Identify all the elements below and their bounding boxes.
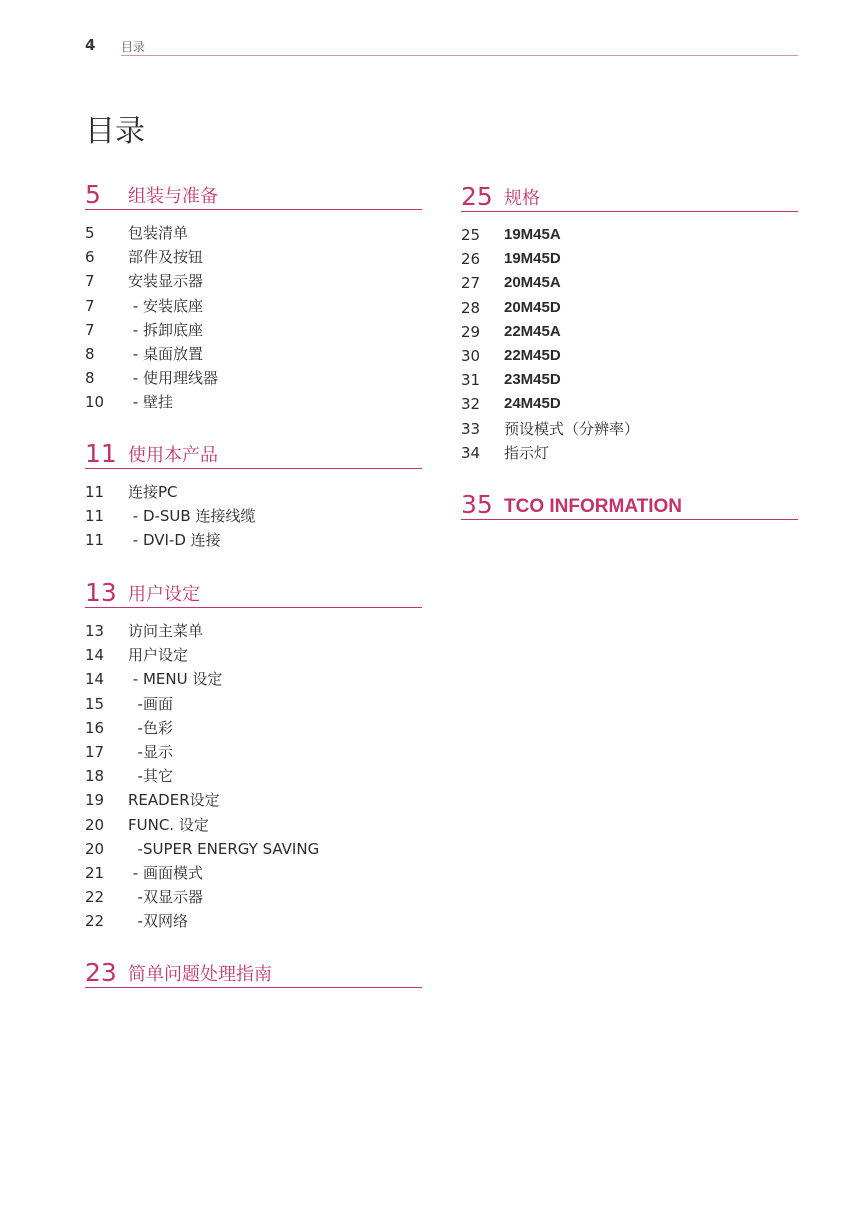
toc-entry[interactable] bbox=[85, 369, 422, 393]
toc-entry[interactable] bbox=[85, 345, 422, 369]
entry-label: 23M45D bbox=[504, 371, 561, 389]
entry-page: 21 bbox=[85, 863, 105, 882]
section-heading[interactable] bbox=[85, 575, 422, 608]
entry-page: 6 bbox=[85, 248, 95, 267]
page-header bbox=[85, 34, 798, 56]
toc-entry[interactable] bbox=[85, 912, 422, 936]
entry-page: 34 bbox=[461, 443, 481, 462]
entry-page: 5 bbox=[85, 224, 95, 242]
entry-label: 连接PC bbox=[128, 483, 178, 501]
entry-label: FUNC. 设定 bbox=[128, 815, 209, 834]
entry-page: 25 bbox=[461, 226, 481, 244]
toc-entry[interactable] bbox=[461, 444, 798, 468]
entry-label: 访问主菜单 bbox=[128, 622, 204, 640]
entry-label: 用户设定 bbox=[128, 646, 189, 665]
entry-label: - 桌面放置 bbox=[128, 344, 203, 363]
entry-label: 19M45A bbox=[504, 226, 561, 243]
entry-page: 7 bbox=[85, 272, 95, 291]
section-number: 35 bbox=[461, 490, 493, 519]
entry-label: -色彩 bbox=[128, 718, 173, 737]
entry-label: - MENU 设定 bbox=[128, 670, 223, 689]
toc-entry[interactable] bbox=[85, 888, 422, 912]
entry-label: 19M45D bbox=[504, 250, 561, 268]
toc-entry[interactable] bbox=[85, 646, 422, 670]
toc-entry[interactable] bbox=[85, 531, 422, 555]
section-heading[interactable] bbox=[461, 179, 798, 212]
entry-label: 预设模式（分辨率） bbox=[504, 419, 640, 438]
toc-entry[interactable] bbox=[85, 670, 422, 694]
toc-entry[interactable] bbox=[85, 864, 422, 888]
toc-entry[interactable] bbox=[85, 272, 422, 296]
section-heading[interactable] bbox=[85, 955, 422, 988]
section-heading[interactable] bbox=[85, 177, 422, 210]
entry-label: 指示灯 bbox=[504, 443, 550, 462]
entry-page: 18 bbox=[85, 767, 105, 786]
entry-label: 20M45D bbox=[504, 298, 561, 316]
section-heading[interactable] bbox=[461, 487, 798, 520]
entry-page: 22 bbox=[85, 888, 105, 907]
header-rule bbox=[121, 55, 798, 56]
entry-label: 包装清单 bbox=[128, 224, 189, 242]
toc-entry[interactable] bbox=[85, 719, 422, 743]
section-title: 使用本产品 bbox=[128, 445, 218, 466]
entry-page: 10 bbox=[85, 393, 105, 412]
section-title: 组装与准备 bbox=[128, 186, 218, 207]
entry-page: 11 bbox=[85, 507, 105, 526]
toc-entry[interactable] bbox=[461, 299, 798, 323]
entry-page: 20 bbox=[85, 839, 105, 858]
toc-entry[interactable] bbox=[461, 226, 798, 250]
entry-page: 31 bbox=[461, 371, 481, 390]
toc-section-troubleshooting bbox=[85, 955, 422, 1002]
entry-page: 8 bbox=[85, 369, 95, 388]
entry-page: 14 bbox=[85, 646, 105, 665]
toc-entry[interactable] bbox=[85, 743, 422, 767]
entry-page: 32 bbox=[461, 395, 481, 414]
entry-label: 24M45D bbox=[504, 395, 561, 413]
entry-label: - 拆卸底座 bbox=[128, 320, 203, 339]
toc-entry[interactable] bbox=[461, 420, 798, 444]
entry-label: - 安装底座 bbox=[128, 296, 203, 315]
entry-label: 22M45A bbox=[504, 322, 561, 340]
entry-label: 安装显示器 bbox=[128, 272, 204, 291]
entry-label: 部件及按钮 bbox=[128, 248, 204, 267]
entry-page: 16 bbox=[85, 718, 105, 737]
entry-label: -画面 bbox=[128, 694, 173, 713]
toc-entry[interactable] bbox=[85, 816, 422, 840]
section-heading[interactable] bbox=[85, 436, 422, 469]
toc-entry[interactable] bbox=[461, 347, 798, 371]
section-number: 11 bbox=[85, 439, 117, 468]
entry-page: 15 bbox=[85, 694, 105, 713]
entry-label: READER设定 bbox=[128, 791, 220, 810]
entry-page: 11 bbox=[85, 531, 105, 550]
entry-label: -其它 bbox=[128, 767, 173, 786]
toc-section-user-settings bbox=[85, 575, 422, 936]
entry-page: 26 bbox=[461, 250, 481, 269]
toc-entry[interactable] bbox=[85, 248, 422, 272]
section-title: 规格 bbox=[504, 188, 540, 209]
section-number: 25 bbox=[461, 182, 493, 211]
toc-entry[interactable] bbox=[461, 323, 798, 347]
toc-section-usage bbox=[85, 436, 422, 556]
toc-entry[interactable] bbox=[85, 297, 422, 321]
entry-label: - 画面模式 bbox=[128, 863, 203, 882]
section-title: TCO INFORMATION bbox=[504, 496, 683, 517]
entry-page: 7 bbox=[85, 320, 95, 339]
entry-label: - D-SUB 连接线缆 bbox=[128, 507, 256, 526]
entry-page: 29 bbox=[461, 322, 481, 341]
toc-entry[interactable] bbox=[85, 507, 422, 531]
entry-label: -显示 bbox=[128, 742, 173, 761]
entry-label: - 使用理线器 bbox=[128, 369, 218, 388]
page-number: 4 bbox=[85, 36, 96, 54]
entry-page: 28 bbox=[461, 298, 481, 317]
section-title: 简单问题处理指南 bbox=[128, 964, 272, 985]
section-title: 用户设定 bbox=[128, 584, 200, 605]
toc-entry[interactable] bbox=[85, 483, 422, 507]
toc-entry[interactable] bbox=[85, 840, 422, 864]
entry-page: 11 bbox=[85, 483, 105, 501]
entry-label: 22M45D bbox=[504, 346, 561, 364]
section-number: 5 bbox=[85, 180, 101, 209]
entry-label: -SUPER ENERGY SAVING bbox=[128, 839, 320, 858]
entry-label: - DVI-D 连接 bbox=[128, 531, 221, 550]
entry-label: 20M45A bbox=[504, 274, 561, 292]
page-title: 目录 bbox=[85, 114, 145, 149]
toc-entry[interactable] bbox=[85, 695, 422, 719]
entry-page: 17 bbox=[85, 742, 105, 761]
toc-section-specifications bbox=[461, 179, 798, 468]
toc-entry[interactable] bbox=[85, 393, 422, 417]
entry-page: 7 bbox=[85, 296, 95, 315]
entry-page: 8 bbox=[85, 344, 95, 363]
toc-entry[interactable] bbox=[85, 622, 422, 646]
entry-page: 20 bbox=[85, 815, 105, 834]
entry-page: 14 bbox=[85, 670, 105, 689]
section-number: 13 bbox=[85, 578, 117, 607]
toc-entry[interactable] bbox=[461, 371, 798, 395]
entry-page: 27 bbox=[461, 274, 481, 293]
toc-section-tco-information bbox=[461, 487, 798, 534]
entry-page: 22 bbox=[85, 912, 105, 931]
entry-page: 30 bbox=[461, 346, 481, 365]
toc-entry[interactable] bbox=[85, 791, 422, 815]
toc-entry[interactable] bbox=[85, 767, 422, 791]
entry-page: 13 bbox=[85, 622, 105, 640]
toc-section-assembly bbox=[85, 177, 422, 418]
toc-entry[interactable] bbox=[461, 395, 798, 419]
toc-entry[interactable] bbox=[461, 274, 798, 298]
entry-label: -双显示器 bbox=[128, 888, 203, 907]
entry-page: 19 bbox=[85, 791, 105, 810]
toc-entry[interactable] bbox=[461, 250, 798, 274]
header-title: 目录 bbox=[121, 40, 146, 54]
entry-page: 33 bbox=[461, 419, 481, 438]
toc-entry[interactable] bbox=[85, 321, 422, 345]
section-number: 23 bbox=[85, 958, 117, 987]
toc-entry[interactable] bbox=[85, 224, 422, 248]
entry-label: -双网络 bbox=[128, 912, 188, 931]
entry-label: - 壁挂 bbox=[128, 393, 173, 412]
